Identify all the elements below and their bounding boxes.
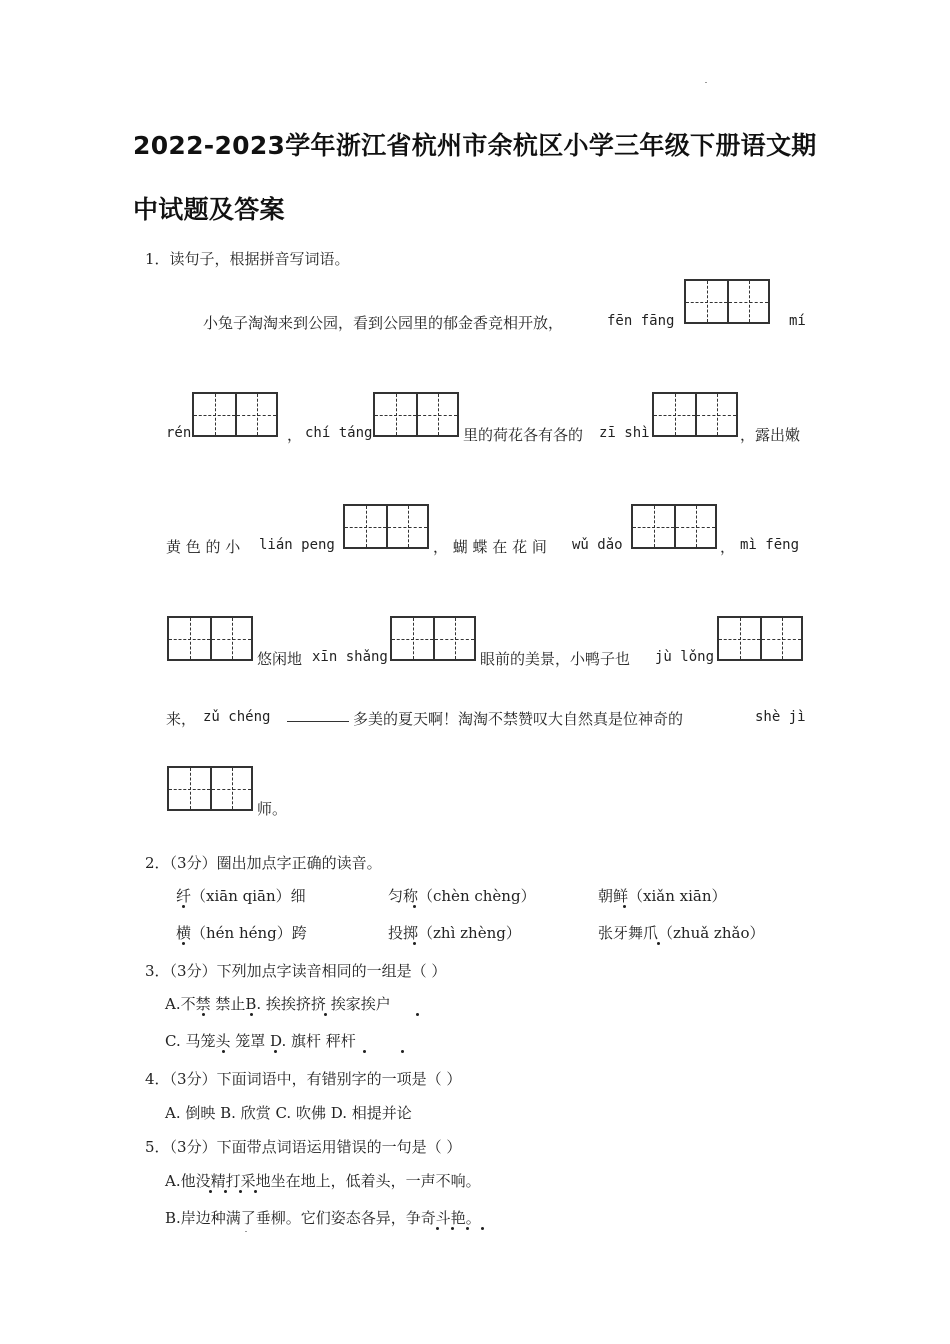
q1-stem: 1．读句子，根据拼音写词语。: [145, 250, 350, 268]
answer-grid[interactable]: [390, 616, 476, 661]
q1-pinyin: zī shì: [599, 425, 650, 441]
q2-stem: 2．（3分）圈出加点字正确的读音。: [145, 854, 382, 872]
q1-pinyin: rén: [166, 425, 192, 441]
answer-grid[interactable]: [652, 392, 738, 437]
q1-pinyin: xīn shǎng: [312, 649, 388, 665]
q5-stem: 5．（3分）下面带点词语运用错误的一句是（ ）: [145, 1138, 462, 1156]
q1-text: ， 蝴 蝶 在 花 间: [433, 538, 547, 556]
q1-pinyin: shè jì: [755, 709, 806, 725]
emphasis-dot: [416, 1013, 419, 1016]
emphasis-dot: [657, 942, 660, 945]
emphasis-dot: [413, 942, 416, 945]
q1-pinyin: fēn fāng: [607, 313, 675, 329]
emphasis-dot: [182, 942, 185, 945]
speck-mark: [245, 1231, 247, 1232]
emphasis-dot: [413, 905, 416, 908]
q1-text: 黄 色 的 小: [166, 538, 241, 556]
q4-options[interactable]: A. 倒映 B. 欣赏 C. 吹佛 D. 相提并论: [165, 1104, 412, 1122]
emphasis-dot: [451, 1227, 454, 1230]
emphasis-dot: [466, 1227, 469, 1230]
emphasis-dot: [324, 1013, 327, 1016]
emphasis-dot: [250, 1013, 253, 1016]
answer-grid[interactable]: [343, 504, 429, 549]
answer-grid[interactable]: [684, 279, 770, 324]
q1-pinyin: mí: [789, 313, 806, 329]
emphasis-dot: [436, 1227, 439, 1230]
emphasis-dot: [222, 1050, 225, 1053]
emphasis-dot: [623, 905, 626, 908]
emphasis-dot: [363, 1050, 366, 1053]
answer-underline[interactable]: [287, 721, 349, 722]
answer-grid[interactable]: [167, 616, 253, 661]
answer-grid[interactable]: [373, 392, 459, 437]
q2-option[interactable]: 张牙舞爪（zhuǎ zhǎo）: [598, 924, 765, 942]
q3-options-line-2[interactable]: C. 马笼头 笼罩 D. 旗杆 秤杆: [165, 1032, 356, 1050]
answer-grid[interactable]: [167, 766, 253, 811]
answer-grid[interactable]: [631, 504, 717, 549]
title-line-1: 2022-2023学年浙江省杭州市余杭区小学三年级下册语文期: [133, 131, 817, 160]
q3-options-line-1[interactable]: A.不禁 禁止B. 挨挨挤挤 挨家挨户: [165, 995, 391, 1013]
answer-grid[interactable]: [717, 616, 803, 661]
q1-pinyin: lián peng: [259, 537, 335, 553]
emphasis-dot: [254, 1190, 257, 1193]
q2-option[interactable]: 朝鲜（xiǎn xiān）: [598, 887, 727, 905]
q1-text: 里的荷花各有各的: [463, 426, 584, 444]
speck-mark: [705, 82, 707, 83]
q1-text: ，露出嫩: [740, 426, 801, 444]
q1-text: ，: [287, 426, 303, 444]
q4-stem: 4．（3分）下面词语中，有错别字的一项是（ ）: [145, 1070, 462, 1088]
q1-text: ，: [720, 538, 736, 556]
q1-text: 眼前的美景，小鸭子也: [480, 650, 631, 668]
q3-stem: 3．（3分）下列加点字读音相同的一组是（ ）: [145, 962, 447, 980]
q1-text: 师。: [257, 800, 288, 818]
q1-pinyin: zǔ chéng: [203, 709, 271, 725]
q1-pinyin: jù lǒng: [655, 649, 715, 665]
q5-option-b[interactable]: B.岸边种满了垂柳。它们姿态各异，争奇斗艳。: [165, 1209, 481, 1227]
emphasis-dot: [401, 1050, 404, 1053]
title-line-2: 中试题及答案: [133, 195, 285, 224]
q5-option-a[interactable]: A.他没精打采地坐在地上，低着头，一声不响。: [165, 1172, 481, 1190]
q2-option[interactable]: 匀称（chèn chèng）: [388, 887, 536, 905]
emphasis-dot: [182, 905, 185, 908]
q2-option[interactable]: 纤（xiān qiān）细: [176, 887, 306, 905]
q1-text: 悠闲地: [257, 650, 303, 668]
emphasis-dot: [239, 1190, 242, 1193]
emphasis-dot: [274, 1050, 277, 1053]
q1-pinyin: mì fēng: [740, 537, 800, 553]
emphasis-dot: [202, 1013, 205, 1016]
q2-option[interactable]: 投掷（zhì zhèng）: [388, 924, 521, 942]
emphasis-dot: [209, 1190, 212, 1193]
q1-pinyin: chí táng: [305, 425, 373, 441]
q1-text: 来，: [166, 710, 197, 728]
q1-text: 多美的夏天啊！淘淘不禁赞叹大自然真是位神奇的: [353, 710, 684, 728]
emphasis-dot: [224, 1190, 227, 1193]
answer-grid[interactable]: [192, 392, 278, 437]
q2-option[interactable]: 横（hén héng）跨: [176, 924, 307, 942]
emphasis-dot: [481, 1227, 484, 1230]
q1-pinyin: wǔ dǎo: [572, 537, 623, 553]
q1-text: 小兔子淘淘来到公园，看到公园里的郁金香竞相开放，: [203, 314, 564, 332]
